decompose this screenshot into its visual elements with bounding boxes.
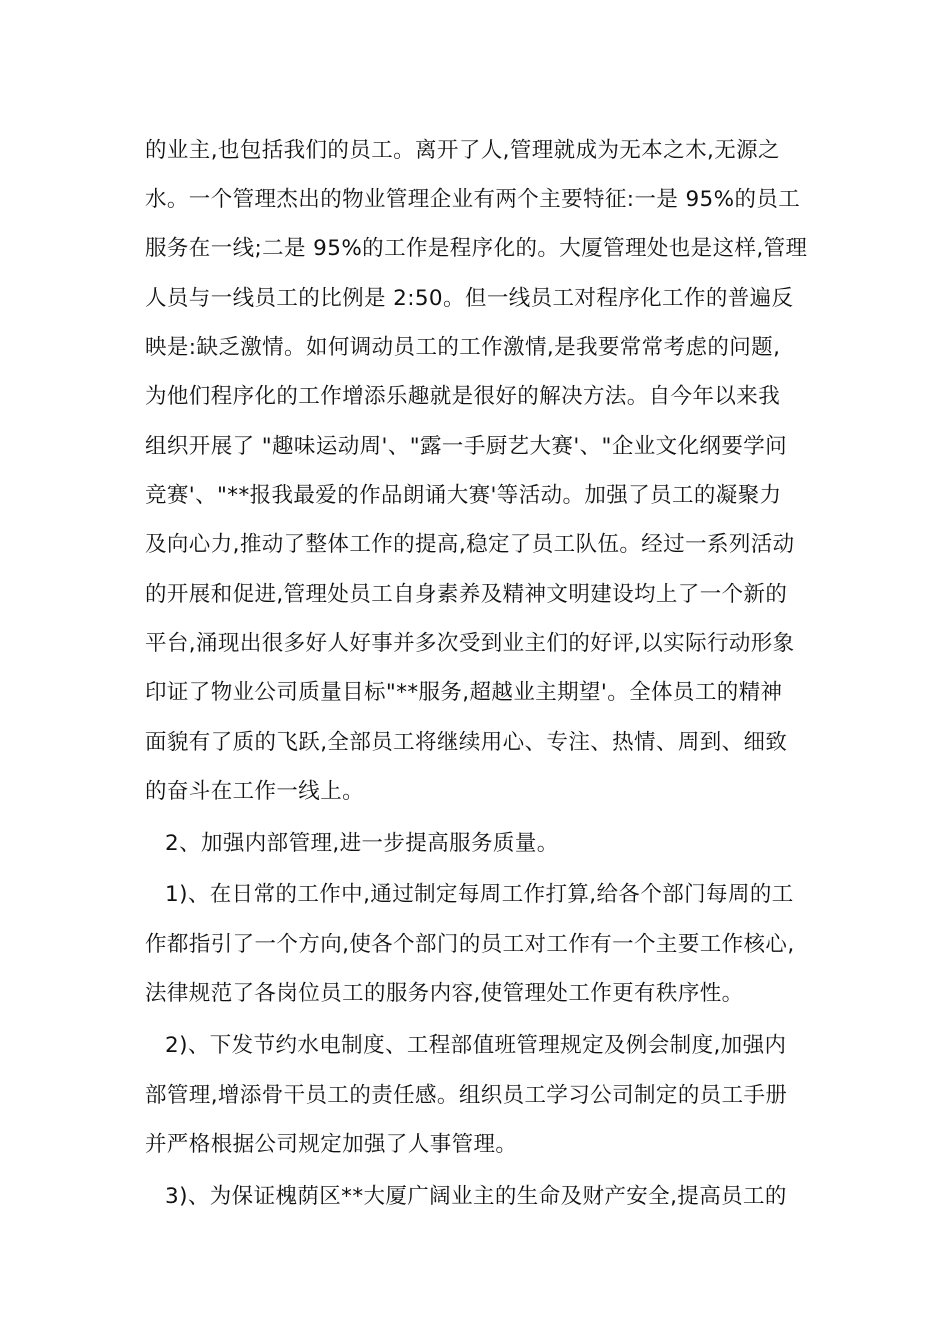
paragraph-line: 的业主,也包括我们的员工。离开了人,管理就成为无本之木,无源之 — [145, 138, 780, 163]
paragraph-line: 的奋斗在工作一线上。 — [145, 779, 365, 804]
paragraph-line: 组织开展了 "趣味运动周'、"露一手厨艺大赛'、"企业文化纲要学问 — [145, 434, 788, 459]
paragraph-line: 面貌有了质的飞跃,全部员工将继续用心、专注、热情、周到、细致 — [145, 730, 788, 755]
paragraph-line: 服务在一线;二是 95%的工作是程序化的。大厦管理处也是这样,管理 — [145, 236, 808, 261]
paragraph-line: 及向心力,推动了整体工作的提高,稳定了员工队伍。经过一系列活动 — [145, 532, 795, 557]
list-item-line: 3)、为保证槐荫区**大厦广阔业主的生命及财产安全,提高员工的 — [165, 1184, 787, 1209]
paragraph-line: 人员与一线员工的比例是 2:50。但一线员工对程序化工作的普遍反 — [145, 286, 794, 311]
paragraph-line: 的开展和促进,管理处员工自身素养及精神文明建设均上了一个新的 — [145, 582, 788, 607]
section-heading: 2、加强内部管理,进一步提高服务质量。 — [165, 831, 559, 856]
list-item-line: 并严格根据公司规定加强了人事管理。 — [145, 1132, 518, 1157]
paragraph-line: 竞赛'、"**报我最爱的作品朗诵大赛'等活动。加强了员工的凝聚力 — [145, 483, 782, 508]
list-item-line: 作都指引了一个方向,使各个部门的员工对工作有一个主要工作核心, — [145, 932, 795, 957]
list-item-line: 2)、下发节约水电制度、工程部值班管理规定及例会制度,加强内 — [165, 1033, 787, 1058]
paragraph-line: 印证了物业公司质量目标"**服务,超越业主期望'。全体员工的精神 — [145, 680, 783, 705]
paragraph-line: 水。一个管理杰出的物业管理企业有两个主要特征:一是 95%的员工 — [145, 187, 801, 212]
paragraph-line: 平台,涌现出很多好人好事并多次受到业主们的好评,以实际行动形象 — [145, 631, 795, 656]
list-item-line: 部管理,增添骨干员工的责任感。组织员工学习公司制定的员工手册 — [145, 1083, 788, 1108]
list-item-line: 法律规范了各岗位员工的服务内容,使管理处工作更有秩序性。 — [145, 981, 744, 1006]
paragraph-line: 为他们程序化的工作增添乐趣就是很好的解决方法。自今年以来我 — [145, 384, 781, 409]
paragraph-line: 映是:缺乏激情。如何调动员工的工作激情,是我要常常考虑的问题, — [145, 335, 781, 360]
list-item-line: 1)、在日常的工作中,通过制定每周工作打算,给各个部门每周的工 — [165, 882, 794, 907]
